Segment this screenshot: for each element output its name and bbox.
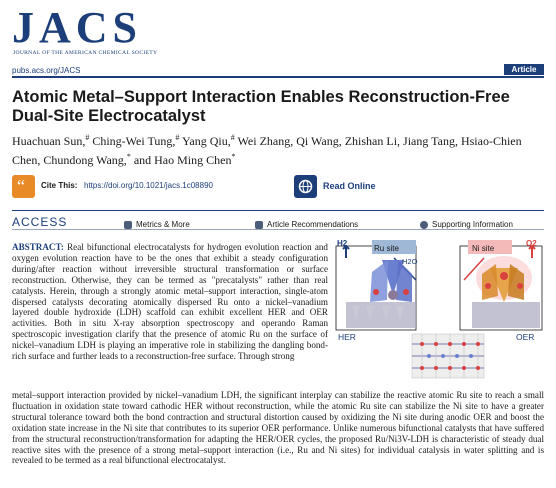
- supporting-label: Supporting Information: [432, 220, 513, 229]
- abstract-heading: ABSTRACT:: [12, 242, 64, 252]
- her-label: HER: [338, 332, 356, 342]
- recommendations-label: Article Recommendations: [267, 220, 359, 229]
- author[interactable]: Huachuan Sun,: [12, 134, 86, 148]
- article-type-badge: Article: [504, 64, 544, 75]
- recommendations-link[interactable]: [255, 220, 358, 229]
- svg-text:“: “: [17, 176, 25, 196]
- access-label: ACCESS: [12, 215, 68, 229]
- read-online-button[interactable]: [294, 175, 394, 198]
- cite-label: Cite This:: [41, 181, 78, 190]
- toc-graphic[interactable]: [332, 240, 546, 382]
- journal-logo[interactable]: [12, 5, 212, 57]
- divider: [12, 210, 544, 211]
- bar-chart-icon: [124, 221, 132, 229]
- author-mark: #: [175, 133, 180, 142]
- logo-word: JACS: [12, 3, 143, 52]
- oer-label: OER: [516, 332, 535, 342]
- read-online-label: Read Online: [323, 181, 376, 191]
- metrics-link[interactable]: [124, 220, 190, 229]
- abstract-lower: metal–support interaction provided by nickel–vanadium LDH, the significant interplay can stabilize the reactive atomic Ru site to reach a small fluctuation in oxidation state toward cathodic HER without reconstruction, while the atomic Ru site can stabilize the Ni site to have a greater structural tolerance toward both the bond contraction and structural distortion caused by oxidizing the Ni site during anodic OER and boost the oxidation state increase in the Ni site that contributes to its superior OER performance. Unlike numerous bifunctional catalysts that have suffered from the structural reconstruction/transformation for adapting the HER/OER cycles, the proposed Ru/Ni3V-LDH is characteristic of steady dual reactive sites with the presence of a strong metal–support interaction (i.e., Ru and Ni sites) for individual catalysis in water splitting and is revealed to be termed as a real bifunctional electrocatalyst.: [12, 390, 544, 466]
- h2-label: H2: [337, 240, 348, 248]
- author-mark: #: [85, 133, 90, 142]
- doi-link[interactable]: https://doi.org/10.1021/jacs.1c08890: [84, 181, 213, 190]
- author-list: [12, 130, 544, 168]
- author[interactable]: Yang Qiu,: [181, 134, 231, 148]
- abstract-upper: [12, 242, 328, 362]
- ru-site-label: Ru site: [374, 244, 399, 253]
- cite-this[interactable]: [12, 175, 284, 198]
- divider: [12, 229, 544, 230]
- ldh-lattice: [412, 334, 484, 378]
- supporting-info-link[interactable]: [420, 220, 513, 229]
- ni-site-label: Ni site: [472, 244, 495, 253]
- author-mark: *: [231, 152, 236, 161]
- header-rule: [12, 76, 544, 78]
- article-title: Atomic Metal–Support Interaction Enables Reconstruction-Free Dual-Site Electrocatalyst: [12, 88, 510, 125]
- author[interactable]: and Hao Ming Chen: [133, 153, 232, 167]
- quote-icon: [12, 175, 35, 198]
- o2-label: O2: [526, 240, 537, 248]
- metrics-label: Metrics & More: [136, 220, 190, 229]
- globe-icon: [294, 175, 317, 198]
- author[interactable]: Wei Zhang, Qi Wang, Zhishan Li, Jiang Tang, Hsiao-Chien Chen, Chundong Wang,: [12, 134, 522, 167]
- h2o-label: H2O: [402, 257, 418, 266]
- abstract-text: Real bifunctional electrocatalysts for hydrogen evolution reaction and oxygen evolution reaction have to be the ones that exhibit a steady configuration during/after reaction without irreversible structural transformation or surface reconstruction. Otherwise, they can be termed as "precatalysts" rather than real catalysts. Herein, through a strongly atomic metal–support interaction, single-atom dispersed catalysts decorating atomically dispersed Ru onto a nickel–vanadium layered double hydroxide (LDH) scaffold can exhibit excellent HER and OER activities. Both in situ X-ray absorption spectroscopy and operando Raman spectroscopic investigation clarify that the presence of atomic Ru on the surface of nickel–vanadium LDH is playing an imperative role in stabilizing the dangling bond-rich surface and further leads to a reconstruction-free surface. Through strong: [12, 242, 328, 362]
- document-icon: [255, 221, 263, 229]
- author-mark: #: [230, 133, 235, 142]
- author-mark: *: [126, 152, 131, 161]
- logo-subtitle: JOURNAL OF THE AMERICAN CHEMICAL SOCIETY: [13, 50, 158, 56]
- journal-url[interactable]: pubs.acs.org/JACS: [12, 66, 81, 75]
- author[interactable]: Ching-Wei Tung,: [92, 134, 176, 148]
- gear-icon: [420, 221, 428, 229]
